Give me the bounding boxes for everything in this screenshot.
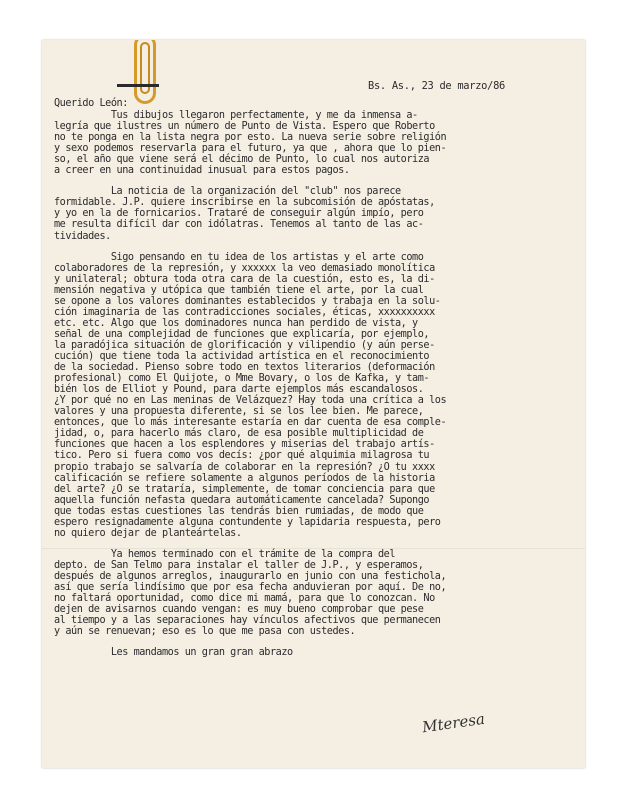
ink-mark [117, 84, 159, 87]
letter-line: no quiero dejar de planteártelas. [54, 527, 242, 539]
letter-line: me resulta difícil dar con idólatras. Tenemos al tanto de las ac- [54, 219, 424, 231]
letter-line: Les mandamos un gran gran abrazo [54, 647, 293, 659]
letter-line: propio trabajo se salvaría de colaborar en la represión? ¿O tu xxxx [54, 461, 435, 473]
letter-line: después de algunos arreglos, inaugurarlo en junio con una festichola, [54, 570, 447, 582]
letter-line: colaboradores de la represión, y xxxxxx la veo demasiado monolítica [54, 262, 435, 274]
letter-line: tividades. [54, 230, 111, 242]
letter-line: aquella función nefasta quedara automáticamente cancelada? Supongo [54, 494, 430, 506]
letter-line: tico. Pero si fuera como vos decís: ¿por qué alquimia milagrosa tu [54, 450, 430, 462]
letter-line: bién los de Elliot y Pound, para darte ejemplos más escandalosos. [54, 384, 424, 396]
letter-line: cución) que tiene toda la actividad artística en el reconocimiento [54, 351, 430, 362]
letter-line: formidable. J.P. quiere inscribirse en la subcomisión de apóstatas, [54, 197, 435, 209]
letter-greeting: Querido León: [54, 98, 128, 109]
letter-line: de la sociedad. Pienso sobre todo en textos literarios (deformación [54, 362, 435, 374]
letter-line: señal de una complejidad de funciones que explicaría, por ejemplo, [54, 328, 430, 340]
letter-line: espero resignadamente alguna contundente y lapidaria respuesta, pero [54, 516, 441, 528]
letter-line: mensión negativa y utópica que también tiene el arte, por la cual [54, 284, 424, 296]
letter-line: dejen de avisarnos cuando vengan: es muy bueno comprobar que pese [54, 604, 424, 616]
letter-line: la paradójica situación de glorificación y vilipendio (y aún perse- [54, 339, 435, 351]
letter-line: así que sería lindísimo que por esa fecha anduvieran por aquí. De no, [54, 582, 447, 593]
letter-date: Bs. As., 23 de marzo/86 [368, 80, 505, 92]
letter-line: La noticia de la organización del "club" nos parece [54, 186, 401, 198]
letter-line: al tiempo y a las separaciones hay vínculos afectivos que permanecen [54, 615, 441, 627]
letter-line: y unilateral; obtura toda otra cara de la cuestión, esto es, la di- [54, 273, 435, 285]
letter-line: valores y una propuesta diferente, si se los lee bien. Me parece, [54, 406, 424, 418]
letter-line: so, el año que viene será el décimo de Punto, lo cual nos autoriza [54, 154, 430, 166]
letter-line: ¿Y por qué no en Las meninas de Velázquez? Hay toda una crítica a los [54, 395, 447, 407]
letter-line: legría que ilustres un número de Punto de Vista. Espero que Roberto [54, 121, 435, 133]
letter-line: Sigo pensando en tu idea de los artistas y el arte como [54, 251, 424, 263]
letter-line: depto. de San Telmo para instalar el taller de J.P., y esperamos, [54, 559, 424, 571]
letter-line: funciones que hacen a los esplendores y miserias del trabajo artís- [54, 439, 435, 451]
letter-line: y aún se renuevan; eso es lo que me pasa con ustedes. [54, 626, 356, 638]
letter-page [42, 40, 585, 768]
letter-line: ción imaginaria de las contradicciones sociales, éticas, xxxxxxxxxx [54, 306, 435, 318]
letter-line: se opone a los valores dominantes establecidos y trabaja en la solu- [54, 295, 441, 307]
letter-line: y sexo podemos reservarla para el futuro, ya que , ahora que lo pien- [54, 143, 447, 155]
letter-line: y yo en la de fornicarios. Trataré de conseguir algún impío, pero [54, 208, 424, 220]
letter-line: no te ponga en la lista negra por esto. La nueva serie sobre religión [54, 132, 447, 144]
letter-line: etc. etc. Algo que los dominadores nunca han perdido de vista, y [54, 317, 418, 329]
letter-line: entonces, que lo más interesante estaría en dar cuenta de esa comple- [54, 417, 447, 429]
letter-line: no faltará oportunidad, como dice mi mamá, para que lo conozcan. No [54, 593, 435, 605]
letter-line: Tus dibujos llegaron perfectamente, y me da inmensa a- [54, 110, 418, 121]
letter-line: del arte? ¿O se trataría, simplemente, de tomar conciencia para que [54, 483, 435, 495]
letter-line: calificación se refiere solamente a algunos períodos de la historia [54, 472, 435, 484]
letter-line: jidad, o, para hacerlo más claro, de esa posible multiplicidad de [54, 428, 424, 440]
signature: Mteresa [421, 709, 486, 737]
letter-line: profesional) como El Quijote, o Mme Bovary, o los de Kafka, y tam- [54, 373, 430, 385]
letter-line: a creer en una continuidad inusual para estos pagos. [54, 165, 350, 177]
letter-line: que todas estas cuestiones las tendrás bien rumiadas, de modo que [54, 505, 424, 517]
letter-line: Ya hemos terminado con el trámite de la compra del [54, 548, 396, 560]
